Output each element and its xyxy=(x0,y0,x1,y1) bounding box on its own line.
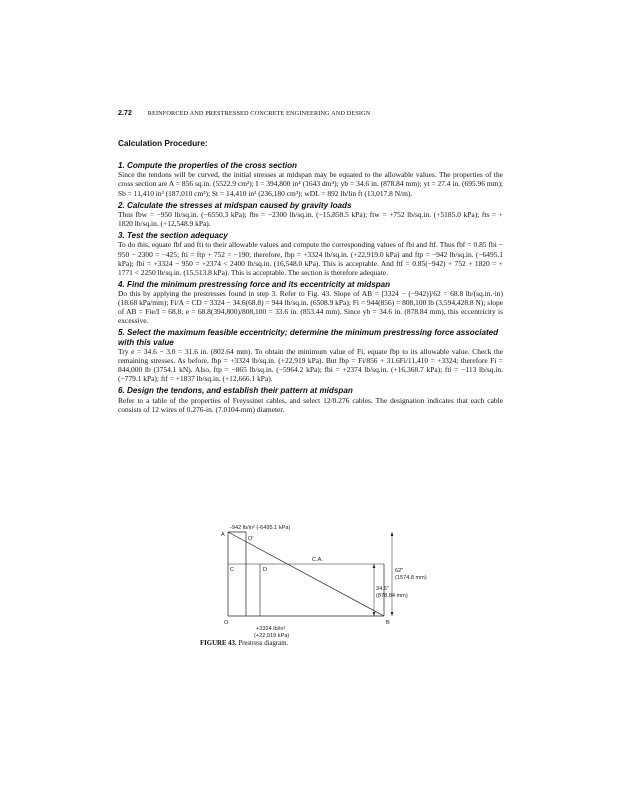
figure-caption-label: FIGURE 43. xyxy=(200,640,237,647)
bottom-stress-label: +3324 lb/in² xyxy=(256,626,286,632)
section-heading: 1. Compute the properties of the cross section xyxy=(118,161,297,170)
section-text: Refer to a table of the properties of Freyssinet cables, and select 12/0.276 cables. The designation indicates that each cable consists of 12 wires of 0.276-in. (7.0104-mm) diameter. xyxy=(118,395,503,414)
arrowhead-icon xyxy=(373,612,376,616)
section-6 xyxy=(118,386,503,414)
depth-dimension-label: 62" xyxy=(395,568,404,574)
bottom-stress-kpa-label: (+22,919 kPa) xyxy=(254,633,290,639)
section-text: Thus fbw = −950 lb/sq.in. (−6550.3 kPa); fbs = −2300 lb/sq.in. (−15,858.5 kPa); ftw = +752 lb/sq.in. (+5185.0 kPa); fts = + 1820 lb/sq.in. (+12,548.9 kPa). xyxy=(118,209,503,228)
arrowhead-icon xyxy=(373,564,376,568)
point-d-label: D xyxy=(263,567,268,573)
section-heading: 5. Select the maximum feasible eccentricity; determine the minimum prestressing force associated with this value xyxy=(118,328,499,347)
point-a-label: A xyxy=(221,532,225,538)
prestress-diagram xyxy=(194,524,464,648)
section-heading: 2. Calculate the stresses at midspan caused by gravity loads xyxy=(118,200,352,210)
procedure-title: Calculation Procedure: xyxy=(118,139,208,148)
arrowhead-icon xyxy=(391,532,394,536)
section-3 xyxy=(118,231,503,277)
figure-caption-text: Prestress diagram. xyxy=(238,640,289,647)
point-o-prime-label: O' xyxy=(248,536,254,542)
page-number: 2.72 xyxy=(118,110,133,117)
point-o-label: O xyxy=(224,620,229,626)
point-c-label: C xyxy=(230,567,235,573)
arrowhead-icon xyxy=(391,612,394,616)
point-b-label: B xyxy=(386,620,390,626)
centroidal-axis-label: C.A. xyxy=(312,557,323,563)
procedure-body xyxy=(118,158,503,414)
figure-caption xyxy=(200,640,288,647)
section-2 xyxy=(118,201,503,229)
section-text: To do this, equate fbf and fti to their allowable values and compute the corresponding values of fbi and ftf. Thus fbf = 0.85 fbi − 950 − 2300 = −425; fti = ftp + 752 = −190; therefore, fbp = +3324 lb/sq.in. (+22,919.0 kPa) and ftp = −942 lb/sq.in. (−6495.1 kPa); fbi = +3324 − 950 = +2374 < 2400 lb/sq.in. (16,548.0 kPa). This is acceptable. And ftf = 0.85(−942) + 752 + 1820 = + 1771 < 2250 lb/sq.in. (15,513.8 kPa). This is acceptable. The section is therefore adequate. xyxy=(118,240,503,277)
yb-dimension-mm-label: (878.84 mm) xyxy=(376,593,408,599)
section-4 xyxy=(118,280,503,326)
section-heading: 4. Find the minimum prestressing force and its eccentricity at midspan xyxy=(118,279,391,289)
section-text: Try e = 34.6 − 3.0 = 31.6 in. (802.64 mm). To obtain the minimum value of Fi, equate fbp to its allowable value. Check the remaining stresses. As before, fbp = +3324 lb/sq.in. (+22,919 kPa). But fbp = Fi/856 + 31.6Fi/11,410 = +3324; therefore Fi = 844,000 lb (3754.1 kN). Also, ftp = −865 lb/sq.in. (−5964.2 kPa); fbi = +2374 lb/sq.in. (+16,368.7 kPa); fti = −113 lb/sq.in. (−779.1 kPa); ftf = +1837 lb/sq.in. (+12,666.1 kPa). xyxy=(118,347,503,384)
yb-dimension-label: 34.6" xyxy=(376,586,389,592)
section-heading: 3. Test the section adequacy xyxy=(118,231,228,241)
section-heading: 6. Design the tendons, and establish their pattern at midspan xyxy=(118,386,353,396)
running-header xyxy=(118,110,370,117)
prestress-diagram-svg xyxy=(194,524,464,648)
top-stress-label: -942 lb/in² (-6495.1 kPa) xyxy=(230,525,291,531)
section-text: Since the tendons will be curved, the initial stresses at midspan may be equated to the allowable values. The properties of the cross section are A = 856 sq.in. (5522.9 cm²); I = 394,800 in⁴ (1643 dm⁴); yb = 34.6 in. (878.84 mm); yt = 27.4 in. (695.96 mm); Sb = 11,410 in³ (187,010 cm³); St = 14,410 in³ (236,180 cm³); wDL = 892 lb/lin ft (13,017.8 N/m). xyxy=(118,170,503,198)
depth-dimension-mm-label: (1574.8 mm) xyxy=(395,575,427,581)
section-1 xyxy=(118,161,503,198)
section-text: Do this by applying the prestresses found in step 3. Refer to Fig. 43. Slope of AB = [3324 − (−942)]/62 = 68.8 lb/(sq.in.·in) (18.68 kPa/mm); Fi/A = CD = 3324 − 34.6(68.8) = 944 lb/sq.in. (6508.9 kPa); Fi = 944(856) = 808,100 lb (3,594,428.8 N); slope of AB = Fie/I = 68.8; e = 68.8(394,800)/808,100 = 33.6 in. (853.44 mm). Since yb = 34.6 in. (878.84 mm), this eccentricity is excessive. xyxy=(118,289,503,326)
running-title: REINFORCED AND PRESTRESSED CONCRETE ENGINEERING AND DESIGN xyxy=(147,110,371,117)
section-5 xyxy=(118,328,503,383)
stress-slope-line-ab xyxy=(228,532,384,616)
